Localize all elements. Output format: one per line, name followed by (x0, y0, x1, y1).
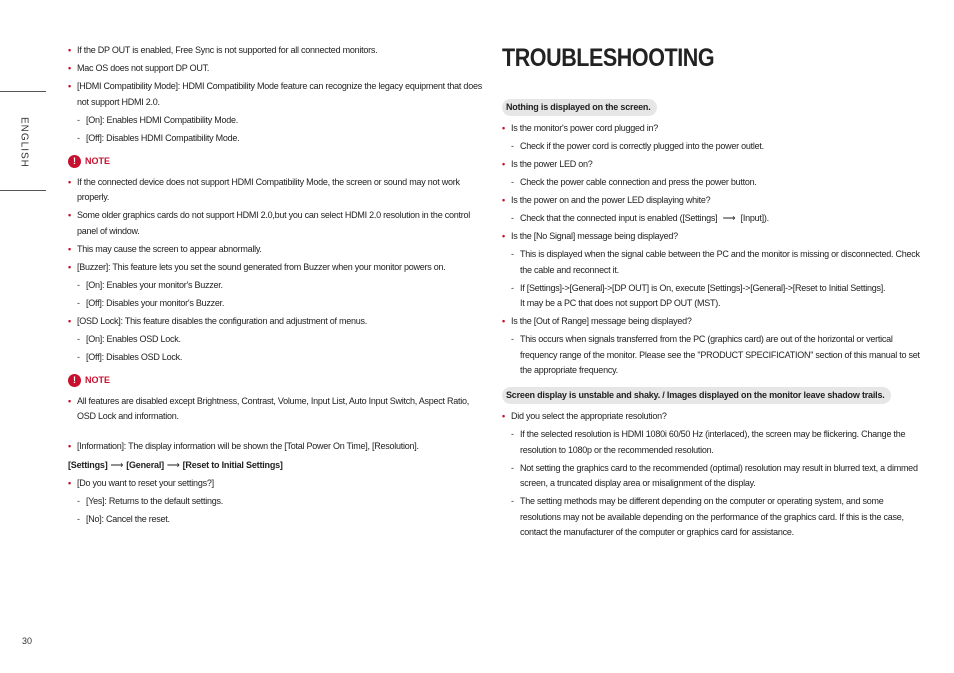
list-item: • Did you select the appropriate resolution? (502, 409, 922, 425)
sub-item: - [Off]: Disables your monitor's Buzzer. (68, 296, 482, 312)
arrow-right-icon: ⟶ (110, 459, 124, 470)
sub-item: - The setting methods may be different depending on the computer or operating system, and some resolutions may not be available depending on the performance of the graphics card. If this is the case, contact the manufacturer of the computer or graphics card for assistance. (502, 494, 922, 541)
list-item: • Is the power LED on? (502, 157, 922, 173)
list-item: • Is the [Out of Range] message being displayed? (502, 314, 922, 330)
sub-item: - This occurs when signals transferred from the PC (graphics card) are out of the horizontal or vertical frequency range of the monitor. Please see the "PRODUCT SPECIFICATION" section of this manual to set the appropriate frequency. (502, 332, 922, 379)
sub-item (502, 281, 922, 312)
sub-item: - This is displayed when the signal cable between the PC and the monitor is missing or disconnected. Check the cable and reconnect it. (502, 247, 922, 278)
list-item: • This may cause the screen to appear abnormally. (68, 242, 482, 258)
sub-item (502, 211, 922, 227)
list-item: • [Information]: The display information will be shown the [Total Power On Time], [Resolution]. (68, 439, 482, 455)
list-item: • Some older graphics cards do not support HDMI 2.0,but you can select HDMI 2.0 resolution in the control panel of window. (68, 208, 482, 239)
sub-item-text: Check that the connected input is enabled ([Settings] (520, 213, 718, 223)
sub-item: - Check if the power cord is correctly plugged into the power outlet. (502, 139, 922, 155)
sub-item: - [Off]: Disables HDMI Compatibility Mode. (68, 131, 482, 147)
list-item: • Is the power on and the power LED displaying white? (502, 193, 922, 209)
list-item: • Is the [No Signal] message being displayed? (502, 229, 922, 245)
sub-item: - Check the power cable connection and press the power button. (502, 175, 922, 191)
right-column (502, 43, 922, 543)
note-heading (68, 154, 482, 170)
list-item: • Is the monitor's power cord plugged in? (502, 121, 922, 137)
path-settings: [Settings] (68, 459, 108, 470)
list-item: • [Buzzer]: This feature lets you set the sound generated from Buzzer when your monitor powers on. (68, 260, 482, 276)
note-label: NOTE (85, 156, 111, 166)
path-general: [General] (126, 459, 164, 470)
arrow-right-icon: ⟶ (722, 213, 736, 223)
warning-icon: ! (68, 155, 81, 168)
side-rule-top (0, 91, 46, 92)
language-tab: ENGLISH (18, 116, 30, 168)
sub-item-text: It may be a PC that does not support DP OUT (MST). (520, 298, 721, 308)
page-number: 30 (22, 636, 33, 646)
list-item: • Mac OS does not support DP OUT. (68, 61, 482, 77)
arrow-right-icon: ⟶ (166, 459, 180, 470)
sub-item: - [No]: Cancel the reset. (68, 512, 482, 528)
list-item: • [Do you want to reset your settings?] (68, 476, 482, 492)
side-rule-bottom (0, 190, 46, 191)
note-label: NOTE (85, 375, 111, 385)
note-heading (68, 373, 482, 389)
sub-item: - [On]: Enables OSD Lock. (68, 332, 482, 348)
sub-item: - Not setting the graphics card to the recommended (optimal) resolution may result in blurred text, a dimmed screen, a truncated display area or misalignment of the display. (502, 461, 922, 492)
sub-item: - [On]: Enables HDMI Compatibility Mode. (68, 113, 482, 129)
sub-item: - [On]: Enables your monitor's Buzzer. (68, 278, 482, 294)
path-reset: [Reset to Initial Settings] (182, 459, 283, 470)
left-column (68, 43, 482, 530)
sub-item: - [Yes]: Returns to the default settings. (68, 494, 482, 510)
list-item: • [OSD Lock]: This feature disables the configuration and adjustment of menus. (68, 314, 482, 330)
warning-icon: ! (68, 374, 81, 387)
list-item: • If the connected device does not support HDMI Compatibility Mode, the screen or sound may not work properly. (68, 175, 482, 206)
sub-item: - [Off]: Disables OSD Lock. (68, 350, 482, 366)
list-item: • [HDMI Compatibility Mode]: HDMI Compatibility Mode feature can recognize the legacy equipment that does not support HDMI 2.0. (68, 79, 482, 110)
list-item: • All features are disabled except Brightness, Contrast, Volume, Input List, Auto Input Switch, Aspect Ratio, OSD Lock and information. (68, 394, 482, 425)
page-title: TROUBLESHOOTING (502, 44, 715, 72)
section-heading: Screen display is unstable and shaky. / Images displayed on the monitor leave shadow trails. (502, 387, 891, 404)
sub-item-text: - If [Settings]->[General]->[DP OUT] is On, execute [Settings]->[General]->[Reset to Initial Settings]. (520, 282, 886, 293)
list-item: • If the DP OUT is enabled, Free Sync is not supported for all connected monitors. (68, 43, 482, 59)
menu-path (68, 458, 482, 474)
section-heading: Nothing is displayed on the screen. (502, 99, 657, 116)
sub-item-text: [Input]). (740, 213, 769, 223)
sub-item: - If the selected resolution is HDMI 1080i 60/50 Hz (interlaced), the screen may be flickering. Change the resolution to 1080p or the recommended resolution. (502, 427, 922, 458)
